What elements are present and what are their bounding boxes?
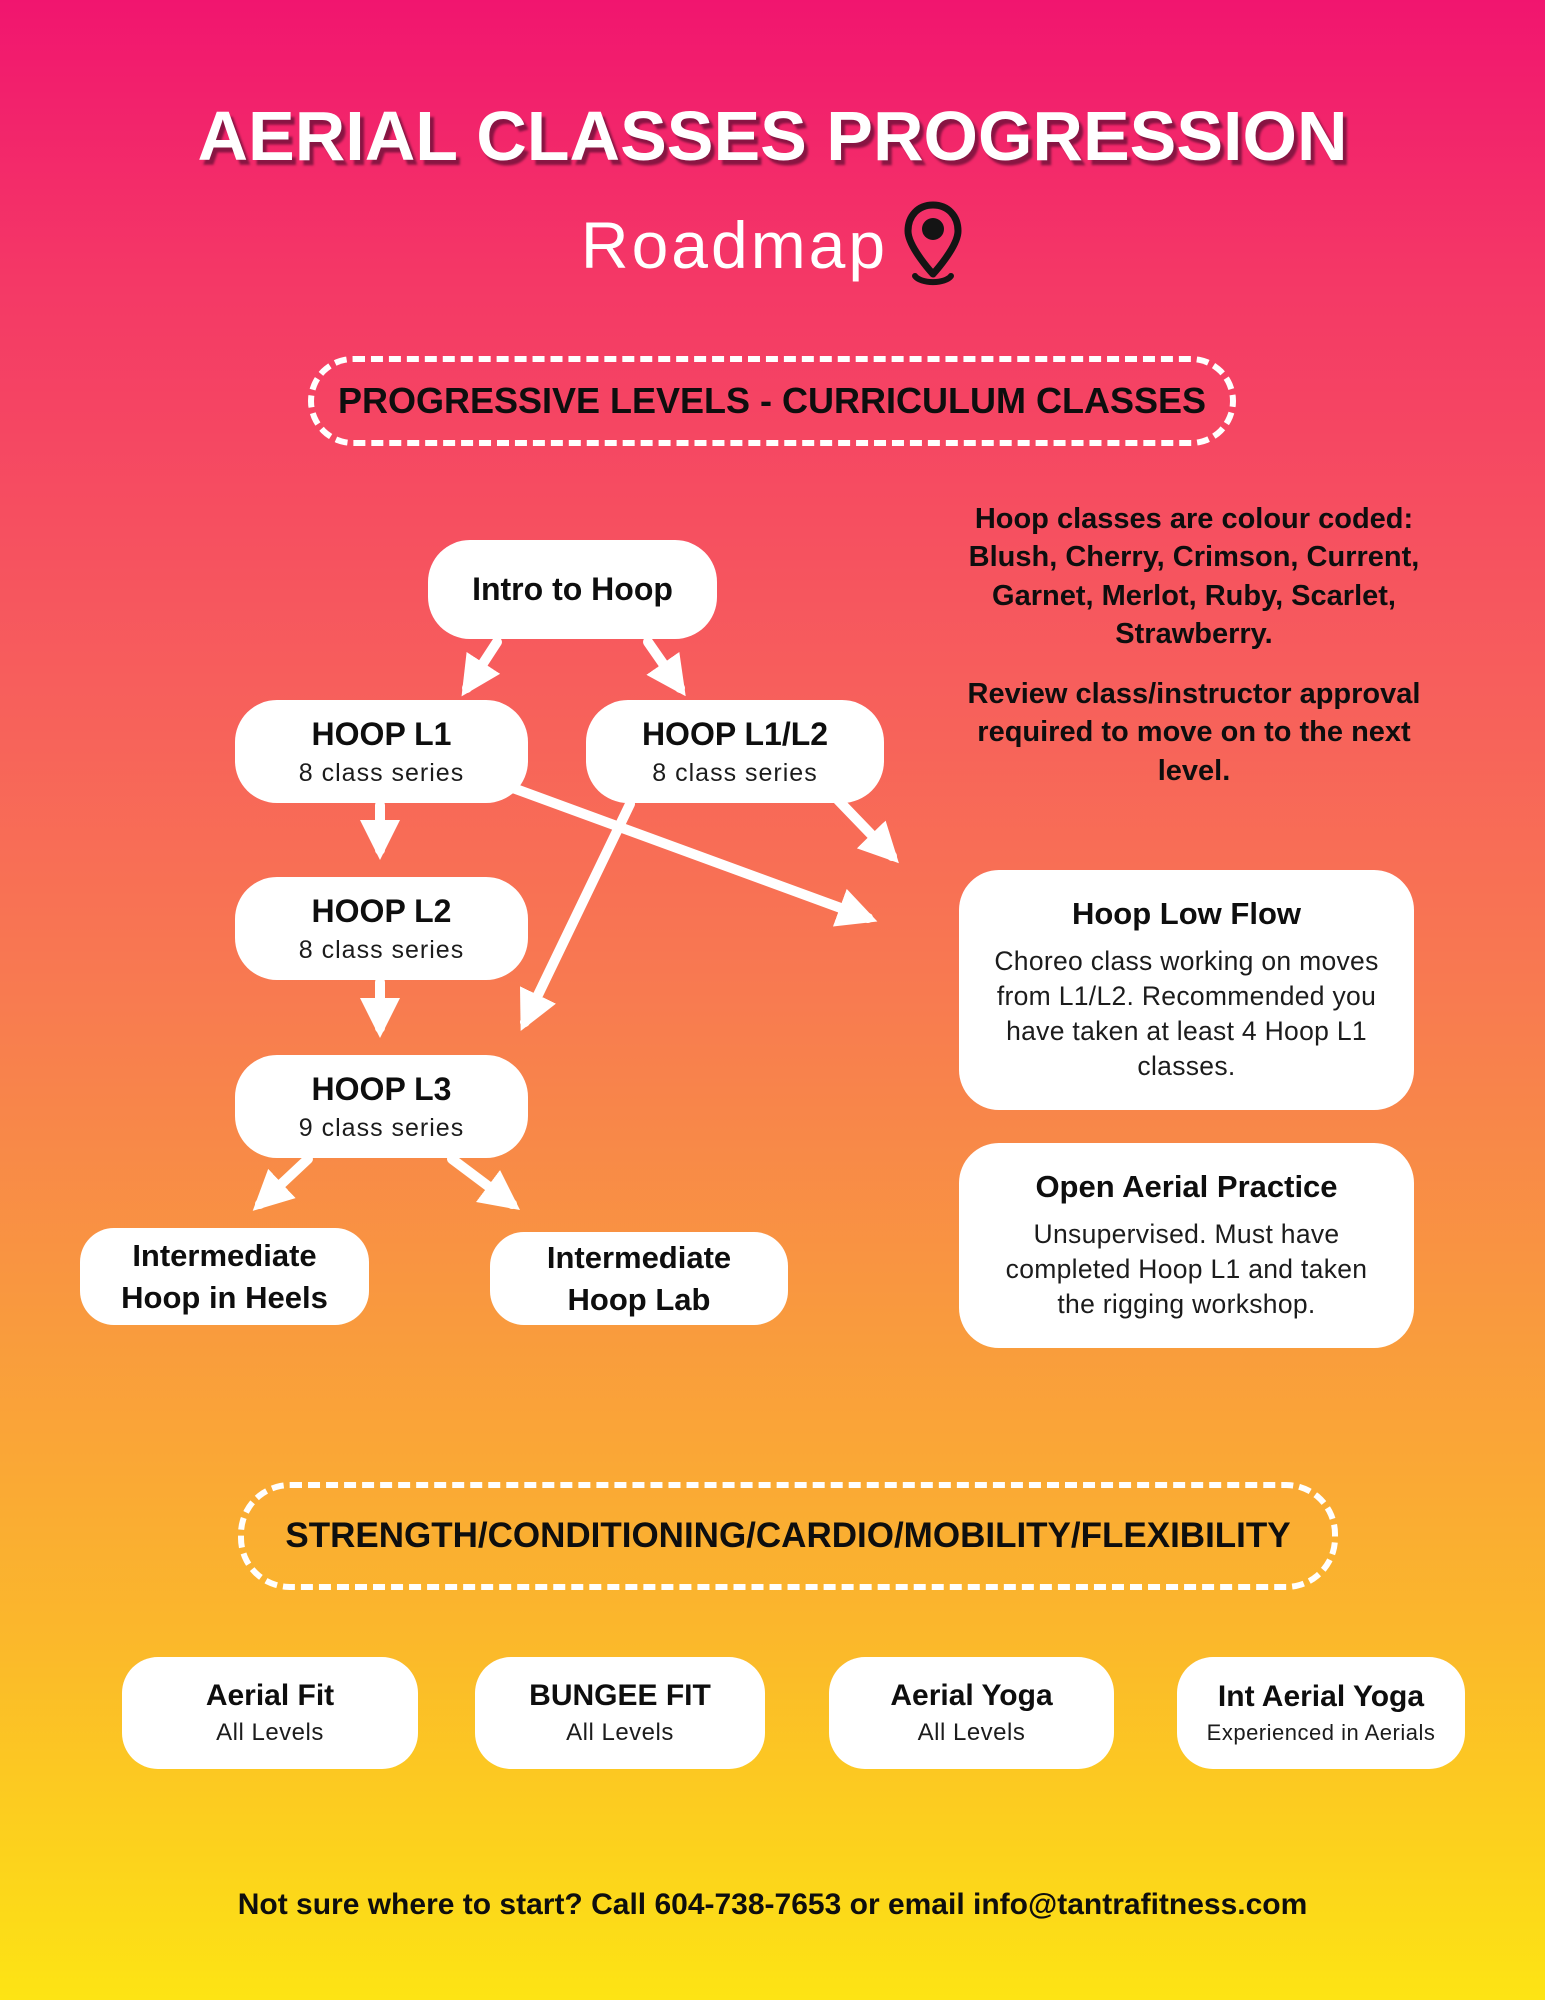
node-hoop-l2-subtitle: 8 class series bbox=[298, 935, 465, 964]
page-subtitle-row bbox=[0, 200, 1545, 290]
class-card-bungee-fit-title: BUNGEE FIT bbox=[529, 1679, 711, 1713]
arrow-intro-to-hoop-l1 bbox=[467, 642, 497, 688]
colour-coding-notes bbox=[940, 500, 1448, 790]
node-hoop-l1l2-subtitle: 8 class series bbox=[652, 758, 818, 787]
node-intermediate-hoop-in-heels-line1: Intermediate bbox=[132, 1237, 317, 1273]
class-card-aerial-yoga-title: Aerial Yoga bbox=[890, 1679, 1053, 1713]
node-intro-to-hoop-title: Intro to Hoop bbox=[472, 571, 673, 608]
node-hoop-l2-title: HOOP L2 bbox=[311, 893, 452, 930]
card-hoop-low-flow-title: Hoop Low Flow bbox=[1071, 896, 1301, 931]
node-intermediate-hoop-in-heels bbox=[80, 1228, 369, 1325]
class-card-bungee-fit bbox=[475, 1657, 765, 1769]
card-open-aerial-practice bbox=[959, 1143, 1414, 1348]
node-hoop-l1 bbox=[235, 700, 528, 803]
node-intro-to-hoop bbox=[428, 540, 717, 639]
strength-section-header-label: STRENGTH/CONDITIONING/CARDIO/MOBILITY/FLEXIBILITY bbox=[285, 1516, 1291, 1555]
node-intermediate-hoop-in-heels-line2: Hoop in Heels bbox=[121, 1279, 328, 1315]
arrow-hoop-l1-to-hoop-low-flow bbox=[513, 788, 868, 918]
arrow-hoop-l3-to-int-hoop-lab bbox=[452, 1159, 512, 1204]
location-pin-icon bbox=[902, 200, 964, 290]
class-card-int-aerial-yoga bbox=[1177, 1657, 1465, 1769]
footer-contact-text: Not sure where to start? Call 604-738-7653 or email info@tantrafitness.com bbox=[237, 1888, 1308, 1921]
class-card-bungee-fit-subtitle: All Levels bbox=[566, 1719, 674, 1747]
node-hoop-l2 bbox=[235, 877, 528, 980]
card-hoop-low-flow-body: Choreo class working on moves from L1/L2. Recommended you have taken at least 4 Hoop L1 classes. bbox=[994, 946, 1379, 1081]
card-open-aerial-practice-title: Open Aerial Practice bbox=[1035, 1169, 1338, 1204]
card-hoop-low-flow bbox=[959, 870, 1414, 1110]
class-card-aerial-fit bbox=[122, 1657, 418, 1769]
node-intermediate-hoop-lab-line1: Intermediate bbox=[546, 1239, 732, 1275]
colour-coding-note: Hoop classes are colour coded: Blush, Cherry, Crimson, Current, Garnet, Merlot, Ruby, Scarlet, Strawberry. bbox=[968, 503, 1420, 650]
curriculum-section-header-label: PROGRESSIVE LEVELS - CURRICULUM CLASSES bbox=[337, 380, 1207, 421]
class-card-aerial-yoga bbox=[829, 1657, 1114, 1769]
arrow-hoop-l1l2-to-hoop-l3 bbox=[525, 804, 630, 1022]
arrow-intro-to-hoop-l1l2 bbox=[648, 642, 680, 688]
arrow-hoop-l1l2-to-hoop-low-flow bbox=[838, 800, 892, 856]
curriculum-section-header bbox=[308, 356, 1236, 446]
page-title: AERIAL CLASSES PROGRESSION bbox=[197, 97, 1348, 175]
strength-section-header bbox=[238, 1482, 1338, 1590]
node-hoop-l1l2-title: HOOP L1/L2 bbox=[641, 716, 829, 753]
approval-note: Review class/instructor approval required to move on to the next level. bbox=[967, 678, 1421, 787]
node-intermediate-hoop-lab-line2: Hoop Lab bbox=[567, 1281, 711, 1317]
node-hoop-l3 bbox=[235, 1055, 528, 1158]
node-hoop-l3-subtitle: 9 class series bbox=[298, 1113, 465, 1142]
node-hoop-l1-title: HOOP L1 bbox=[311, 716, 452, 753]
card-open-aerial-practice-body: Unsupervised. Must have completed Hoop L1 and taken the rigging workshop. bbox=[1005, 1219, 1368, 1319]
class-card-aerial-fit-title: Aerial Fit bbox=[205, 1679, 335, 1713]
class-card-aerial-yoga-subtitle: All Levels bbox=[917, 1719, 1026, 1747]
class-card-aerial-fit-subtitle: All Levels bbox=[216, 1719, 324, 1747]
node-hoop-l1-subtitle: 8 class series bbox=[298, 758, 465, 787]
page-subtitle: Roadmap bbox=[580, 208, 889, 282]
class-card-int-aerial-yoga-subtitle: Experienced in Aerials bbox=[1206, 1720, 1436, 1746]
arrow-hoop-l3-to-int-hoop-heels bbox=[260, 1159, 308, 1204]
node-intermediate-hoop-lab bbox=[490, 1232, 788, 1325]
class-card-int-aerial-yoga-title: Int Aerial Yoga bbox=[1217, 1680, 1425, 1714]
node-hoop-l3-title: HOOP L3 bbox=[311, 1071, 452, 1108]
node-hoop-l1l2 bbox=[586, 700, 884, 803]
